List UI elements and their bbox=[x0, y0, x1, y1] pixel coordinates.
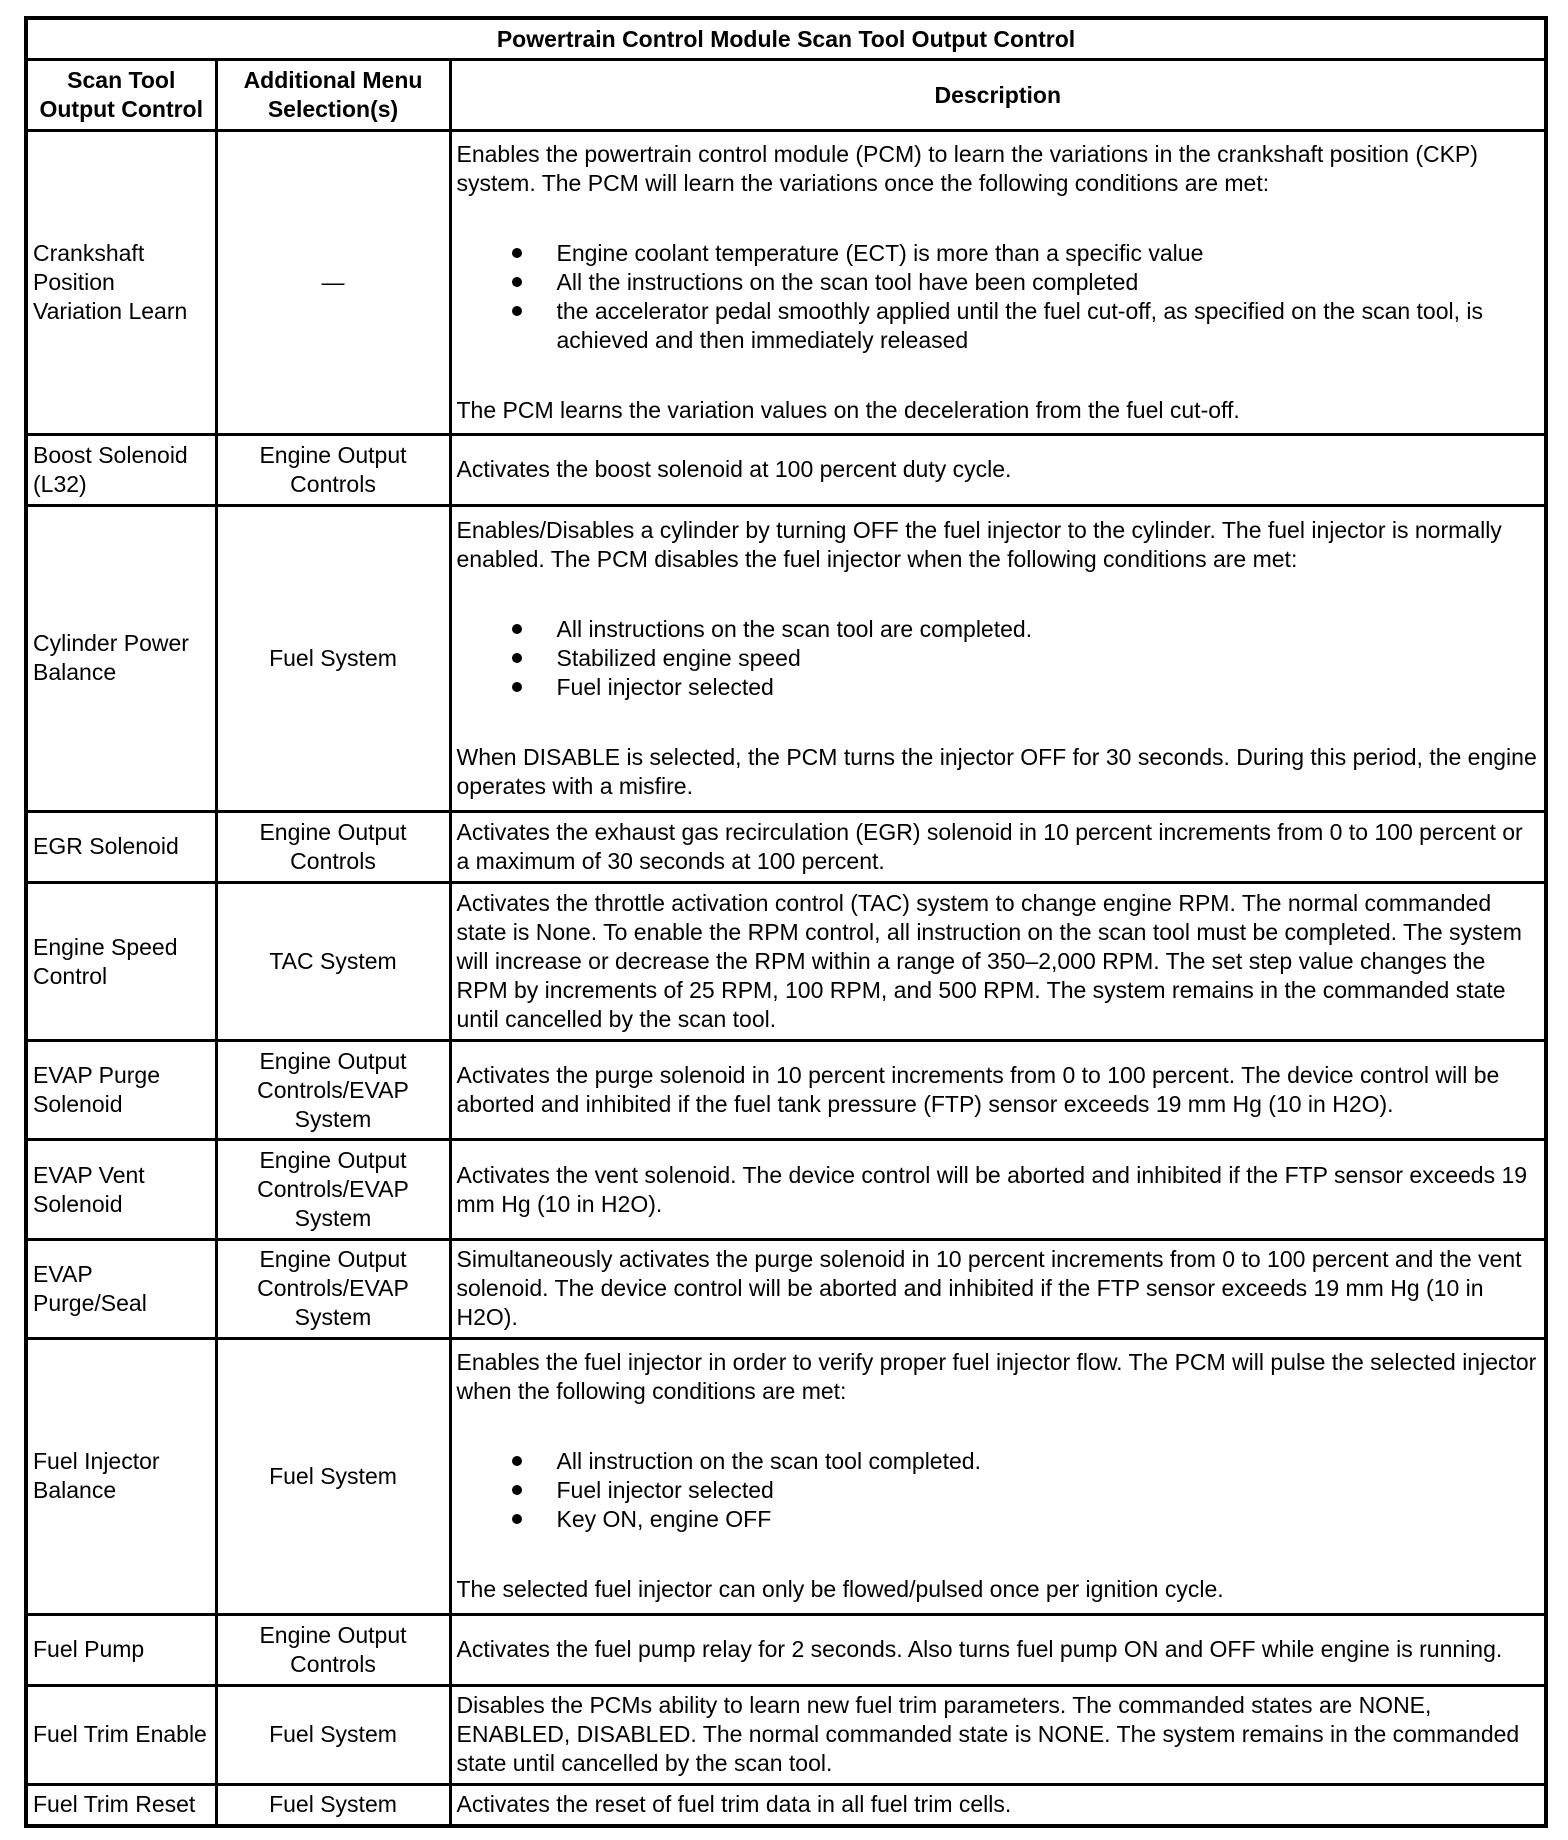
control-cell: Fuel Trim Reset bbox=[26, 1784, 216, 1826]
list-item: Fuel injector selected bbox=[457, 1476, 1540, 1505]
menu-cell: Fuel System bbox=[216, 1685, 450, 1784]
control-cell: EGR Solenoid bbox=[26, 812, 216, 883]
table-row bbox=[26, 1338, 1546, 1614]
description-cell: Activates the exhaust gas recirculation (EGR) solenoid in 10 percent increments from 0 to 100 percent or a maximum of 30 seconds at 100 percent. bbox=[450, 812, 1546, 883]
description-cell: Activates the fuel pump relay for 2 seconds. Also turns fuel pump ON and OFF while engine is running. bbox=[450, 1614, 1546, 1685]
menu-cell: Engine Output Controls bbox=[216, 812, 450, 883]
table-row bbox=[26, 505, 1546, 811]
control-cell: EVAP Purge/Seal bbox=[26, 1239, 216, 1338]
description-cell: Activates the boost solenoid at 100 percent duty cycle. bbox=[450, 435, 1546, 506]
description-cell bbox=[450, 130, 1546, 434]
menu-cell: Engine Output Controls/EVAP System bbox=[216, 1140, 450, 1239]
table-row bbox=[26, 812, 1546, 883]
menu-cell: Engine Output Controls bbox=[216, 435, 450, 506]
bullet-icon bbox=[512, 1514, 522, 1524]
description-cell: Activates the reset of fuel trim data in all fuel trim cells. bbox=[450, 1784, 1546, 1826]
control-cell: EVAP Vent Solenoid bbox=[26, 1140, 216, 1239]
list-item: All instruction on the scan tool completed. bbox=[457, 1447, 1540, 1476]
menu-cell: Engine Output Controls/EVAP System bbox=[216, 1239, 450, 1338]
table-row bbox=[26, 1140, 1546, 1239]
list-item: Fuel injector selected bbox=[457, 673, 1540, 702]
table-row bbox=[26, 1239, 1546, 1338]
bullet-icon bbox=[512, 653, 522, 663]
bullet-icon bbox=[512, 248, 522, 258]
list-item: Stabilized engine speed bbox=[457, 644, 1540, 673]
menu-cell: Fuel System bbox=[216, 505, 450, 811]
description-cell bbox=[450, 1338, 1546, 1614]
bullet-icon bbox=[512, 682, 522, 692]
description-cell: Activates the vent solenoid. The device control will be aborted and inhibited if the FTP sensor exceeds 19 mm Hg (10 in H2O). bbox=[450, 1140, 1546, 1239]
control-cell: Boost Solenoid (L32) bbox=[26, 435, 216, 506]
condition-list bbox=[457, 239, 1540, 355]
control-cell: Cylinder Power Balance bbox=[26, 505, 216, 811]
table-row bbox=[26, 130, 1546, 434]
menu-cell: Fuel System bbox=[216, 1338, 450, 1614]
control-cell: Fuel Injector Balance bbox=[26, 1338, 216, 1614]
table-row bbox=[26, 1614, 1546, 1685]
control-cell: Fuel Trim Enable bbox=[26, 1685, 216, 1784]
table-row bbox=[26, 1685, 1546, 1784]
table-row bbox=[26, 882, 1546, 1040]
description-outro: The selected fuel injector can only be flowed/pulsed once per ignition cycle. bbox=[456, 1576, 1224, 1603]
description-intro: Enables/Disables a cylinder by turning OFF the fuel injector to the cylinder. The fuel injector is normally enabled. The PCM disables the fuel injector when the following conditions are met: bbox=[456, 516, 1502, 572]
header-description: Description bbox=[450, 60, 1546, 131]
list-item: Engine coolant temperature (ECT) is more than a specific value bbox=[457, 239, 1540, 268]
control-cell: Crankshaft Position Variation Learn bbox=[26, 130, 216, 434]
condition-list bbox=[457, 1447, 1540, 1534]
header-output-control: Scan Tool Output Control bbox=[26, 60, 216, 131]
list-item: Key ON, engine OFF bbox=[457, 1505, 1540, 1534]
description-cell: Activates the purge solenoid in 10 percent increments from 0 to 100 percent. The device control will be aborted and inhibited if the fuel tank pressure (FTP) sensor exceeds 19 mm Hg (10 in H2O). bbox=[450, 1041, 1546, 1140]
list-item: All instructions on the scan tool are completed. bbox=[457, 615, 1540, 644]
menu-cell: Engine Output Controls bbox=[216, 1614, 450, 1685]
bullet-icon bbox=[512, 1485, 522, 1495]
bullet-icon bbox=[512, 1456, 522, 1466]
description-intro: Enables the fuel injector in order to verify proper fuel injector flow. The PCM will pulse the selected injector when the following conditions are met: bbox=[456, 1349, 1537, 1405]
header-row bbox=[26, 60, 1546, 131]
control-cell: Engine Speed Control bbox=[26, 882, 216, 1040]
description-outro: When DISABLE is selected, the PCM turns the injector OFF for 30 seconds. During this period, the engine operates with a misfire. bbox=[456, 743, 1537, 799]
list-item: All the instructions on the scan tool have been completed bbox=[457, 268, 1540, 297]
table-row bbox=[26, 1784, 1546, 1826]
list-item: the accelerator pedal smoothly applied until the fuel cut-off, as specified on the scan tool, is achieved and then immediately released bbox=[457, 297, 1540, 355]
description-intro: Enables the powertrain control module (PCM) to learn the variations in the crankshaft position (CKP) system. The PCM will learn the variations once the following conditions are met: bbox=[456, 141, 1478, 196]
table-row bbox=[26, 1041, 1546, 1140]
menu-cell: Engine Output Controls/EVAP System bbox=[216, 1041, 450, 1140]
title-row bbox=[26, 18, 1546, 60]
description-cell: Simultaneously activates the purge solenoid in 10 percent increments from 0 to 100 percent and the vent solenoid. The device control will be aborted and inhibited if the FTP sensor exceeds 19 mm Hg (10 in H2O). bbox=[450, 1239, 1546, 1338]
condition-list bbox=[457, 615, 1540, 702]
header-menu-selection: Additional Menu Selection(s) bbox=[216, 60, 450, 131]
bullet-icon bbox=[512, 277, 522, 287]
menu-cell: Fuel System bbox=[216, 1784, 450, 1826]
control-cell: EVAP Purge Solenoid bbox=[26, 1041, 216, 1140]
bullet-icon bbox=[512, 306, 522, 316]
description-cell bbox=[450, 505, 1546, 811]
menu-cell: TAC System bbox=[216, 882, 450, 1040]
description-cell: Activates the throttle activation control (TAC) system to change engine RPM. The normal commanded state is None. To enable the RPM control, all instruction on the scan tool must be completed. The system will increase or decrease the RPM within a range of 350–2,000 RPM. The set step value changes the RPM by increments of 25 RPM, 100 RPM, and 500 RPM. The system remains in the commanded state until cancelled by the scan tool. bbox=[450, 882, 1546, 1040]
description-outro: The PCM learns the variation values on the deceleration from the fuel cut-off. bbox=[456, 397, 1240, 423]
control-cell: Fuel Pump bbox=[26, 1614, 216, 1685]
menu-cell: — bbox=[216, 130, 450, 434]
table-title: Powertrain Control Module Scan Tool Output Control bbox=[26, 18, 1546, 60]
description-cell: Disables the PCMs ability to learn new fuel trim parameters. The commanded states are NONE, ENABLED, DISABLED. The normal commanded state is NONE. The system remains in the commanded state until cancelled by the scan tool. bbox=[450, 1685, 1546, 1784]
bullet-icon bbox=[512, 624, 522, 634]
output-control-table bbox=[24, 16, 1548, 1828]
table-row bbox=[26, 435, 1546, 506]
